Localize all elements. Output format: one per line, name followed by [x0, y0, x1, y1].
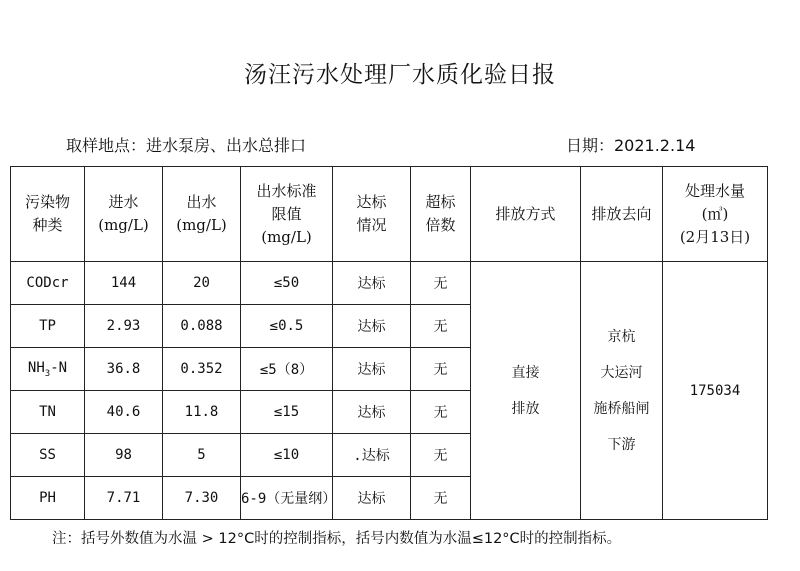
pollutant-name-subscript: 3 — [44, 368, 51, 379]
outflow-value: 20 — [163, 262, 241, 305]
exceed-value: 无 — [411, 348, 471, 391]
limit-value: ≤0.5 — [241, 305, 333, 348]
inflow-value: 98 — [85, 434, 163, 477]
exceed-value: 无 — [411, 305, 471, 348]
pollutant-name: TN — [11, 391, 85, 434]
compliance-value: 达标 — [333, 477, 411, 520]
pollutant-name: TP — [11, 305, 85, 348]
compliance-value: 达标 — [333, 348, 411, 391]
exceed-value: 无 — [411, 391, 471, 434]
header-volume: 处理水量 (㎥) (2月13日) — [663, 167, 768, 262]
outflow-value: 7.30 — [163, 477, 241, 520]
header-exceed: 超标 倍数 — [411, 167, 471, 262]
inflow-value: 144 — [85, 262, 163, 305]
treated-volume-cell: 175034 — [663, 262, 768, 520]
compliance-value: 达标 — [333, 262, 411, 305]
inflow-value: 36.8 — [85, 348, 163, 391]
limit-value: ≤50 — [241, 262, 333, 305]
limit-value: ≤10 — [241, 434, 333, 477]
outflow-value: 0.352 — [163, 348, 241, 391]
sampling-location: 取样地点：进水泵房、出水总排口 — [66, 136, 307, 155]
outflow-value: 11.8 — [163, 391, 241, 434]
header-compliance: 达标 情况 — [333, 167, 411, 262]
report-title: 汤汪污水处理厂水质化验日报 — [244, 62, 556, 88]
header-inflow: 进水 (mg/L) — [85, 167, 163, 262]
header-discharge-direction: 排放去向 — [581, 167, 663, 262]
exceed-value: 无 — [411, 262, 471, 305]
pollutant-name-main: NH — [27, 359, 45, 376]
report-date: 日期：2021.2.14 — [566, 136, 696, 155]
pollutant-name: PH — [11, 477, 85, 520]
limit-value: 6-9（无量纲） — [241, 477, 333, 520]
limit-value: ≤5（8） — [241, 348, 333, 391]
compliance-value: 达标 — [333, 391, 411, 434]
table-row — [11, 262, 768, 305]
header-pollutant: 污染物 种类 — [11, 167, 85, 262]
inflow-value: 2.93 — [85, 305, 163, 348]
water-quality-table — [10, 166, 768, 520]
header-outflow: 出水 (mg/L) — [163, 167, 241, 262]
header-limit: 出水标准 限值 (mg/L) — [241, 167, 333, 262]
discharge-direction-cell: 京杭 大运河 施桥船闸 下游 — [581, 262, 663, 520]
inflow-value: 7.71 — [85, 477, 163, 520]
compliance-value: 达标 — [333, 305, 411, 348]
header-discharge-method: 排放方式 — [471, 167, 581, 262]
outflow-value: 0.088 — [163, 305, 241, 348]
limit-value: ≤15 — [241, 391, 333, 434]
discharge-method-cell: 直接 排放 — [471, 262, 581, 520]
exceed-value: 无 — [411, 477, 471, 520]
outflow-value: 5 — [163, 434, 241, 477]
compliance-value: .达标 — [333, 434, 411, 477]
exceed-value: 无 — [411, 434, 471, 477]
pollutant-name: CODcr — [11, 262, 85, 305]
pollutant-name-tail: -N — [50, 359, 68, 376]
header-row — [11, 167, 768, 262]
footnote: 注：括号外数值为水温 > 12°C时的控制指标，括号内数值为水温≤12°C时的控制指标。 — [52, 531, 622, 547]
pollutant-name: SS — [11, 434, 85, 477]
pollutant-name — [11, 348, 85, 391]
inflow-value: 40.6 — [85, 391, 163, 434]
